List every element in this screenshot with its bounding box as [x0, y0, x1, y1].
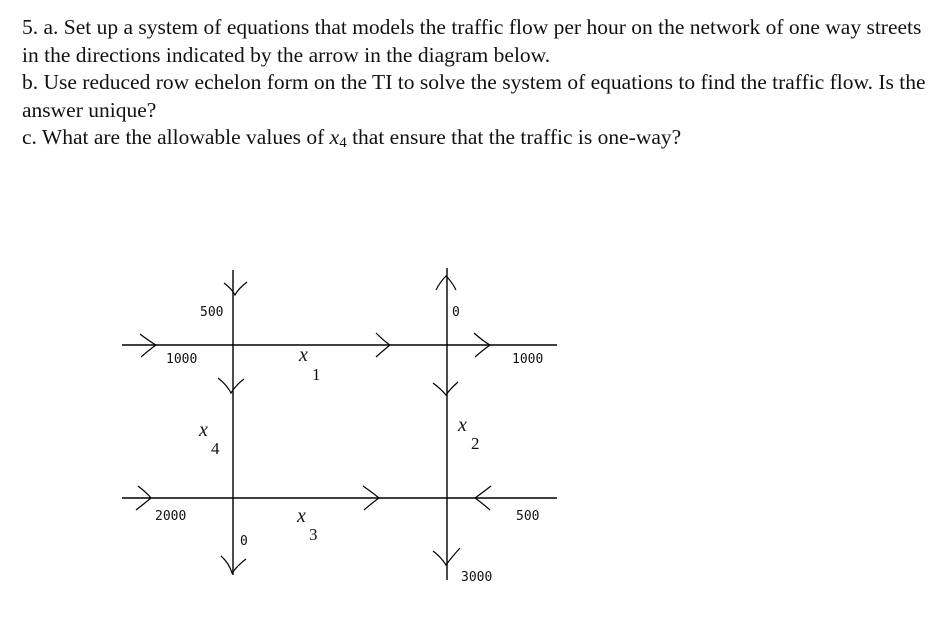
flow-label-right-top: 1000	[512, 352, 544, 367]
flow-label-bottom-right: 3000	[461, 570, 493, 585]
var-x4-sub: 4	[211, 439, 220, 458]
var-x3-sub: 3	[309, 525, 318, 544]
part-c-after: that ensure that the traffic is one-way?	[346, 125, 682, 149]
var-x1-sub: 1	[312, 365, 321, 384]
var-x2-sub: 2	[471, 434, 480, 453]
flow-label-top-left: 500	[200, 305, 224, 320]
flow-label-bottom-left: 0	[240, 534, 248, 549]
part-c-var: x	[329, 125, 340, 149]
flow-label-left-bottom: 2000	[155, 509, 187, 524]
var-x3-letter: x	[297, 505, 306, 527]
flow-label-left-top: 1000	[166, 352, 198, 367]
arrow-x4-down	[218, 378, 244, 393]
flow-label-right-bottom: 500	[516, 509, 540, 524]
arrow-top-left-down	[224, 282, 247, 295]
var-x2-letter: x	[458, 414, 467, 436]
arrow-top-right-up	[436, 276, 456, 290]
var-x4-letter: x	[199, 419, 208, 441]
part-c-sub: 4	[339, 135, 347, 151]
flow-label-top-right: 0	[452, 305, 460, 320]
part-a-text: 5. a. Set up a system of equations that models the traffic flow per hour on the network of one way streets in the directions indicated by the arrow in the diagram below.	[22, 15, 922, 67]
part-c-before: c. What are the allowable values of	[22, 125, 330, 149]
arrow-x2-down	[433, 382, 458, 395]
var-x1-letter: x	[299, 344, 308, 366]
part-b-text: b. Use reduced row echelon form on the TI to solve the system of equations to find the traffic flow. Is the answer unique?	[22, 70, 926, 122]
